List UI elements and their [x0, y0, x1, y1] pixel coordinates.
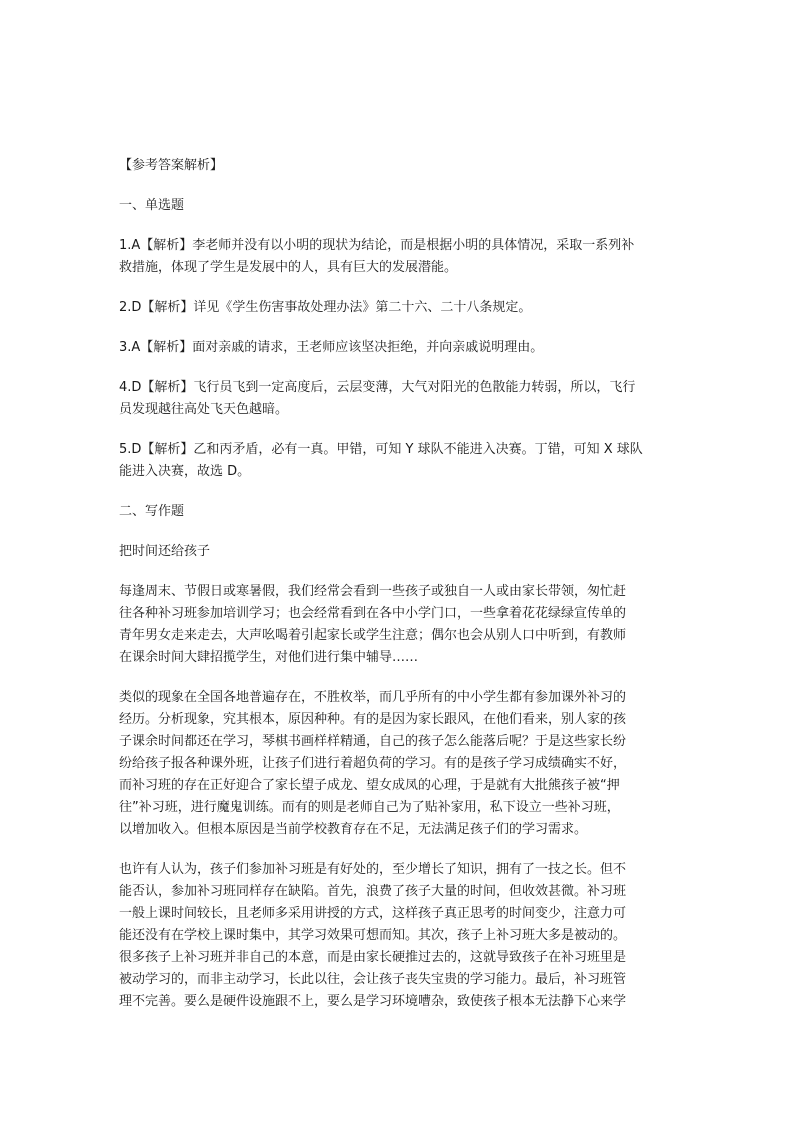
essay-paragraph-2 [119, 687, 674, 841]
answer-item-3 [119, 337, 674, 359]
answer-item-1 [119, 235, 674, 279]
answer-line: 3.A【解析】面对亲戚的请求，王老师应该坚决拒绝，并向亲戚说明理由。 [119, 340, 544, 355]
spacer [119, 483, 674, 501]
answer-line: 员发现越往高处飞天色越暗。 [119, 402, 289, 417]
answer-line: 4.D【解析】飞行员飞到一定高度后，云层变薄，大气对阳光的色散能力转弱，所以，飞行 [119, 380, 636, 395]
answer-line: 2.D【解析】详见《学生伤害事故处理办法》第二十六、二十八条规定。 [119, 300, 532, 315]
answer-item-5 [119, 439, 674, 483]
answer-item-4 [119, 377, 674, 421]
answer-item-2 [119, 297, 674, 319]
spacer [119, 669, 674, 687]
essay-line: 被动学习的，而非主动学习，长此以往，会让孩子丧失宝贵的学习能力。最后，补习班管 [119, 972, 627, 987]
essay-line: 能还没有在学校上课时集中，其学习效果可想而知。其次，孩子上补习班大多是被动的。 [119, 928, 627, 943]
spacer [119, 319, 674, 337]
answer-line: 5.D【解析】乙和丙矛盾，必有一真。甲错，可知 Y 球队不能进入决赛。丁错，可知 X 球队 [119, 442, 643, 457]
essay-line: 一般上课时间较长，且老师多采用讲授的方式，这样孩子真正思考的时间变少，注意力可 [119, 906, 627, 921]
essay-line: 而补习班的存在正好迎合了家长望子成龙、望女成凤的心理，于是就有大批熊孩子被“押 [119, 778, 620, 793]
spacer [119, 359, 674, 377]
essay-line: 能否认，参加补习班同样存在缺陷。首先，浪费了孩子大量的时间，但收效甚微。补习班 [119, 884, 627, 899]
essay-line: 子课余时间都还在学习，琴棋书画样样精通，自己的孩子怎么能落后呢？于是这些家长纷 [119, 734, 627, 749]
section-title-writing: 二、写作题 [119, 504, 185, 519]
spacer [119, 279, 674, 297]
answer-line: 1.A【解析】李老师并没有以小明的现状为结论，而是根据小明的具体情况，采取一系列补 [119, 238, 635, 253]
spacer [119, 177, 674, 195]
section-title-single-choice: 一、单选题 [119, 198, 185, 213]
essay-line: 类似的现象在全国各地普遍存在，不胜枚举，而几乎所有的中小学生都有参加课外补习的 [119, 690, 627, 705]
essay-title: 把时间还给孩子 [119, 544, 211, 559]
essay-line: 每逢周末、节假日或寒暑假，我们经常会看到一些孩子或独自一人或由家长带领，匆忙赶 [119, 584, 627, 599]
essay-line: 很多孩子上补习班并非自己的本意，而是由家长硬推过去的，这就导致孩子在补习班里是 [119, 950, 627, 965]
spacer [119, 421, 674, 439]
essay-line: 也许有人认为，孩子们参加补习班是有好处的，至少增长了知识，拥有了一技之长。但不 [119, 862, 627, 877]
spacer [119, 563, 674, 581]
spacer [119, 217, 674, 235]
essay-line: 纷给孩子报各种课外班，让孩子们进行着超负荷的学习。有的是孩子学习成绩确实不好， [119, 756, 627, 771]
essay-line: 往各种补习班参加培训学习；也会经常看到在各中小学门口，一些拿着花花绿绿宣传单的 [119, 606, 627, 621]
answer-line: 能进入决赛，故选 D。 [119, 464, 251, 479]
essay-line: 经历。分析现象，究其根本，原因种种。有的是因为家长跟风，在他们看来，别人家的孩 [119, 712, 627, 727]
essay-line: 往”补习班，进行魔鬼训练。而有的则是老师自己为了贴补家用，私下设立一些补习班， [119, 800, 620, 815]
answer-key-header: 【参考答案解析】 [119, 158, 224, 173]
essay-line: 在课余时间大肆招揽学生，对他们进行集中辅导…… [119, 650, 419, 665]
essay-line: 理不完善。要么是硬件设施跟不上，要么是学习环境嘈杂，致使孩子根本无法静下心来学 [119, 994, 627, 1009]
spacer [119, 523, 674, 541]
spacer [119, 841, 674, 859]
essay-line: 青年男女走来走去，大声吆喝着引起家长或学生注意；偶尔也会从别人口中听到，有教师 [119, 628, 627, 643]
essay-paragraph-3 [119, 859, 674, 1013]
essay-paragraph-1 [119, 581, 674, 669]
answer-line: 救措施，体现了学生是发展中的人，具有巨大的发展潜能。 [119, 260, 458, 275]
document-page [119, 155, 674, 1013]
essay-line: 以增加收入。但根本原因是当前学校教育存在不足，无法满足孩子们的学习需求。 [119, 822, 588, 837]
